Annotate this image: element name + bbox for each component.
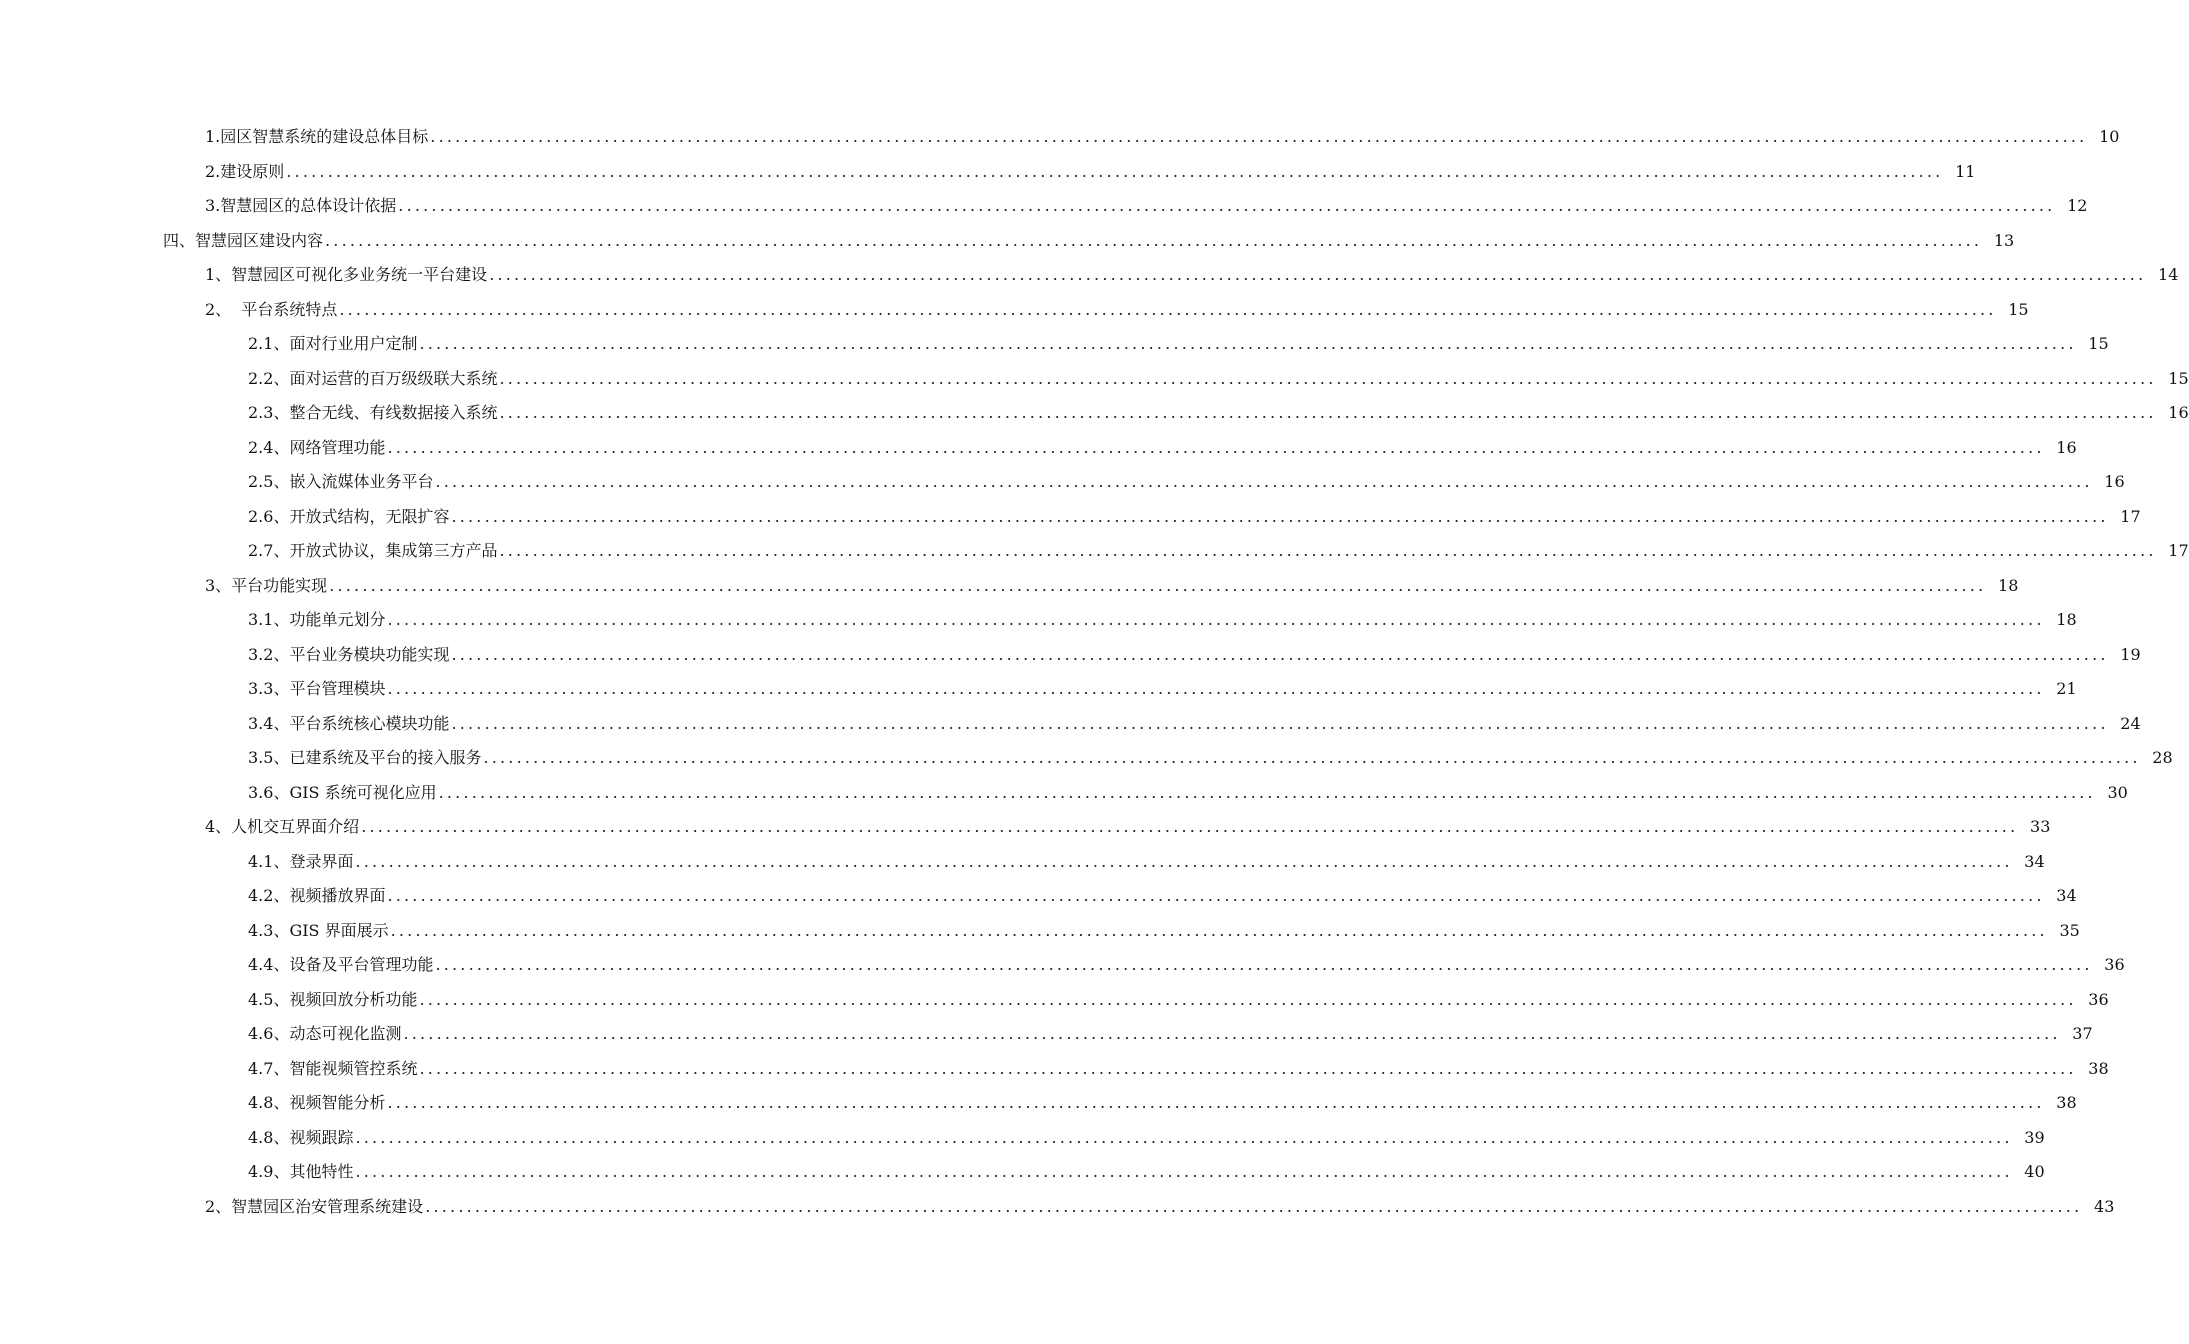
toc-page-number: 30 — [2107, 782, 2128, 802]
toc-entry[interactable] — [0, 741, 2173, 776]
toc-entry[interactable] — [0, 1121, 2045, 1156]
toc-page-number: 15 — [2008, 299, 2029, 319]
toc-entry[interactable] — [0, 120, 2120, 155]
toc-dot-leader: ........................................................................................................................................................................................................ — [499, 403, 2157, 423]
toc-entry[interactable] — [0, 534, 2189, 569]
toc-entry-title: 2、智慧园区治安管理系统建设 — [205, 1196, 424, 1216]
toc-page-number: 36 — [2088, 989, 2109, 1009]
toc-page-number: 16 — [2056, 437, 2077, 457]
toc-entry[interactable] — [0, 155, 1976, 190]
toc-entry[interactable] — [0, 500, 2141, 535]
toc-page-number: 38 — [2088, 1058, 2109, 1078]
toc-entry-title: 2、 平台系统特点 — [205, 299, 338, 319]
toc-dot-leader: ........................................................................................................................................................................................................ — [355, 1127, 2013, 1147]
toc-page-number: 40 — [2024, 1162, 2045, 1182]
toc-entry-title: 4.4、设备及平台管理功能 — [248, 955, 434, 975]
toc-page-number: 18 — [1998, 575, 2019, 595]
toc-page-number: 15 — [2088, 334, 2109, 354]
toc-entry-title: 四、智慧园区建设内容 — [163, 230, 324, 250]
toc-entry[interactable] — [0, 776, 2128, 811]
toc-entry[interactable] — [0, 983, 2109, 1018]
toc-entry-title: 2.建设原则 — [205, 161, 285, 181]
toc-dot-leader: ........................................................................................................................................................................................................ — [419, 1058, 2077, 1078]
toc-entry-title: 3.1、功能单元划分 — [248, 610, 386, 630]
toc-entry[interactable] — [0, 189, 2088, 224]
toc-page-number: 35 — [2059, 920, 2080, 940]
toc-dot-leader: ........................................................................................................................................................................................................ — [387, 886, 2045, 906]
toc-dot-leader: ........................................................................................................................................................................................................ — [430, 127, 2088, 147]
toc-entry-title: 2.7、开放式协议，集成第三方产品 — [248, 541, 498, 561]
toc-dot-leader: ........................................................................................................................................................................................................ — [419, 989, 2077, 1009]
toc-entry[interactable] — [0, 1086, 2077, 1121]
toc-entry-title: 3.3、平台管理模块 — [248, 679, 386, 699]
toc-page-number: 36 — [2104, 955, 2125, 975]
toc-entry[interactable] — [0, 362, 2189, 397]
toc-entry[interactable] — [0, 569, 2019, 604]
toc-entry[interactable] — [0, 396, 2189, 431]
toc-entry-title: 4.7、智能视频管控系统 — [248, 1058, 418, 1078]
toc-dot-leader: ........................................................................................................................................................................................................ — [361, 817, 2019, 837]
toc-entry-title: 4.5、视频回放分析功能 — [248, 989, 418, 1009]
toc-entry-title: 3.2、平台业务模块功能实现 — [248, 644, 450, 664]
toc-page-number: 15 — [2168, 368, 2189, 388]
toc-entry[interactable] — [0, 879, 2077, 914]
toc-page-number: 14 — [2158, 265, 2179, 285]
toc-page-number: 11 — [1955, 161, 1976, 181]
toc-dot-leader: ........................................................................................................................................................................................................ — [398, 196, 2056, 216]
toc-page-number: 33 — [2030, 817, 2051, 837]
toc-entry[interactable] — [0, 638, 2141, 673]
toc-entry-title: 2.6、开放式结构，无限扩容 — [248, 506, 450, 526]
toc-entry-title: 4.3、GIS 界面展示 — [248, 920, 389, 940]
toc-entry-title: 3.4、平台系统核心模块功能 — [248, 713, 450, 733]
toc-dot-leader: ........................................................................................................................................................................................................ — [435, 955, 2093, 975]
toc-dot-leader: ........................................................................................................................................................................................................ — [339, 299, 1997, 319]
toc-dot-leader: ........................................................................................................................................................................................................ — [451, 644, 2109, 664]
toc-page-number: 12 — [2067, 196, 2088, 216]
toc-entry-title: 1.园区智慧系统的建设总体目标 — [205, 127, 429, 147]
toc-entry[interactable] — [0, 431, 2077, 466]
toc-dot-leader: ........................................................................................................................................................................................................ — [329, 575, 1987, 595]
toc-entry-title: 4.9、其他特性 — [248, 1162, 354, 1182]
toc-entry-title: 4.1、登录界面 — [248, 851, 354, 871]
toc-page-number: 10 — [2099, 127, 2120, 147]
toc-entry-title: 4.8、视频智能分析 — [248, 1093, 386, 1113]
toc-page-number: 34 — [2056, 886, 2077, 906]
toc-page-number: 37 — [2072, 1024, 2093, 1044]
toc-entry-title: 2.2、面对运营的百万级级联大系统 — [248, 368, 498, 388]
toc-entry[interactable] — [0, 948, 2125, 983]
toc-page-number: 17 — [2120, 506, 2141, 526]
toc-page-number: 21 — [2056, 679, 2077, 699]
toc-dot-leader: ........................................................................................................................................................................................................ — [325, 230, 1983, 250]
toc-entry[interactable] — [0, 672, 2077, 707]
toc-entry-title: 4.2、视频播放界面 — [248, 886, 386, 906]
table-of-contents — [0, 120, 2189, 1224]
toc-entry-title: 2.3、整合无线、有线数据接入系统 — [248, 403, 498, 423]
toc-dot-leader: ........................................................................................................................................................................................................ — [387, 1093, 2045, 1113]
toc-dot-leader: ........................................................................................................................................................................................................ — [355, 1162, 2013, 1182]
toc-entry[interactable] — [0, 258, 2179, 293]
toc-page-number: 16 — [2168, 403, 2189, 423]
toc-entry-title: 2.1、面对行业用户定制 — [248, 334, 418, 354]
toc-page-number: 43 — [2094, 1196, 2115, 1216]
toc-entry-title: 4.8、视频跟踪 — [248, 1127, 354, 1147]
toc-entry-title: 3.5、已建系统及平台的接入服务 — [248, 748, 482, 768]
toc-dot-leader: ........................................................................................................................................................................................................ — [489, 265, 2147, 285]
toc-entry[interactable] — [0, 327, 2109, 362]
toc-dot-leader: ........................................................................................................................................................................................................ — [286, 161, 1944, 181]
toc-entry[interactable] — [0, 707, 2141, 742]
toc-dot-leader: ........................................................................................................................................................................................................ — [451, 506, 2109, 526]
toc-entry-title: 4、人机交互界面介绍 — [205, 817, 360, 837]
toc-entry[interactable] — [0, 1017, 2093, 1052]
toc-dot-leader: ........................................................................................................................................................................................................ — [403, 1024, 2061, 1044]
toc-dot-leader: ........................................................................................................................................................................................................ — [419, 334, 2077, 354]
toc-page-number: 34 — [2024, 851, 2045, 871]
toc-page-number: 13 — [1993, 230, 2015, 250]
toc-entry[interactable] — [0, 1190, 2115, 1225]
toc-entry-title: 2.5、嵌入流媒体业务平台 — [248, 472, 434, 492]
toc-entry-title: 1、智慧园区可视化多业务统一平台建设 — [205, 265, 488, 285]
toc-entry[interactable] — [0, 914, 2080, 949]
toc-dot-leader: ........................................................................................................................................................................................................ — [387, 679, 2045, 699]
toc-dot-leader: ........................................................................................................................................................................................................ — [438, 782, 2096, 802]
toc-entry-title: 3.智慧园区的总体设计依据 — [205, 196, 397, 216]
toc-entry-title: 3、平台功能实现 — [205, 575, 328, 595]
toc-entry-title: 2.4、网络管理功能 — [248, 437, 386, 457]
toc-entry-title: 4.6、动态可视化监测 — [248, 1024, 402, 1044]
toc-dot-leader: ........................................................................................................................................................................................................ — [425, 1196, 2083, 1216]
toc-dot-leader: ........................................................................................................................................................................................................ — [499, 541, 2157, 561]
toc-entry[interactable] — [0, 845, 2045, 880]
toc-page-number: 24 — [2120, 713, 2141, 733]
toc-entry[interactable] — [0, 1155, 2045, 1190]
toc-entry[interactable] — [0, 810, 2051, 845]
toc-page-number: 39 — [2024, 1127, 2045, 1147]
toc-dot-leader: ........................................................................................................................................................................................................ — [451, 713, 2109, 733]
toc-page-number: 17 — [2168, 541, 2189, 561]
toc-dot-leader: ........................................................................................................................................................................................................ — [387, 610, 2045, 630]
toc-page-number: 28 — [2152, 748, 2173, 768]
toc-entry-title: 3.6、GIS 系统可视化应用 — [248, 782, 437, 802]
toc-entry[interactable] — [0, 603, 2077, 638]
toc-dot-leader: ........................................................................................................................................................................................................ — [387, 437, 2045, 457]
toc-dot-leader: ........................................................................................................................................................................................................ — [390, 920, 2048, 940]
toc-page-number: 38 — [2056, 1093, 2077, 1113]
toc-page-number: 19 — [2120, 644, 2141, 664]
toc-entry[interactable] — [0, 293, 2029, 328]
toc-dot-leader: ........................................................................................................................................................................................................ — [499, 368, 2157, 388]
toc-page-number: 18 — [2056, 610, 2077, 630]
toc-entry[interactable] — [0, 465, 2125, 500]
toc-dot-leader: ........................................................................................................................................................................................................ — [483, 748, 2141, 768]
toc-dot-leader: ........................................................................................................................................................................................................ — [435, 472, 2093, 492]
toc-entry[interactable] — [0, 224, 2015, 259]
toc-entry[interactable] — [0, 1052, 2109, 1087]
toc-page-number: 16 — [2104, 472, 2125, 492]
toc-dot-leader: ........................................................................................................................................................................................................ — [355, 851, 2013, 871]
